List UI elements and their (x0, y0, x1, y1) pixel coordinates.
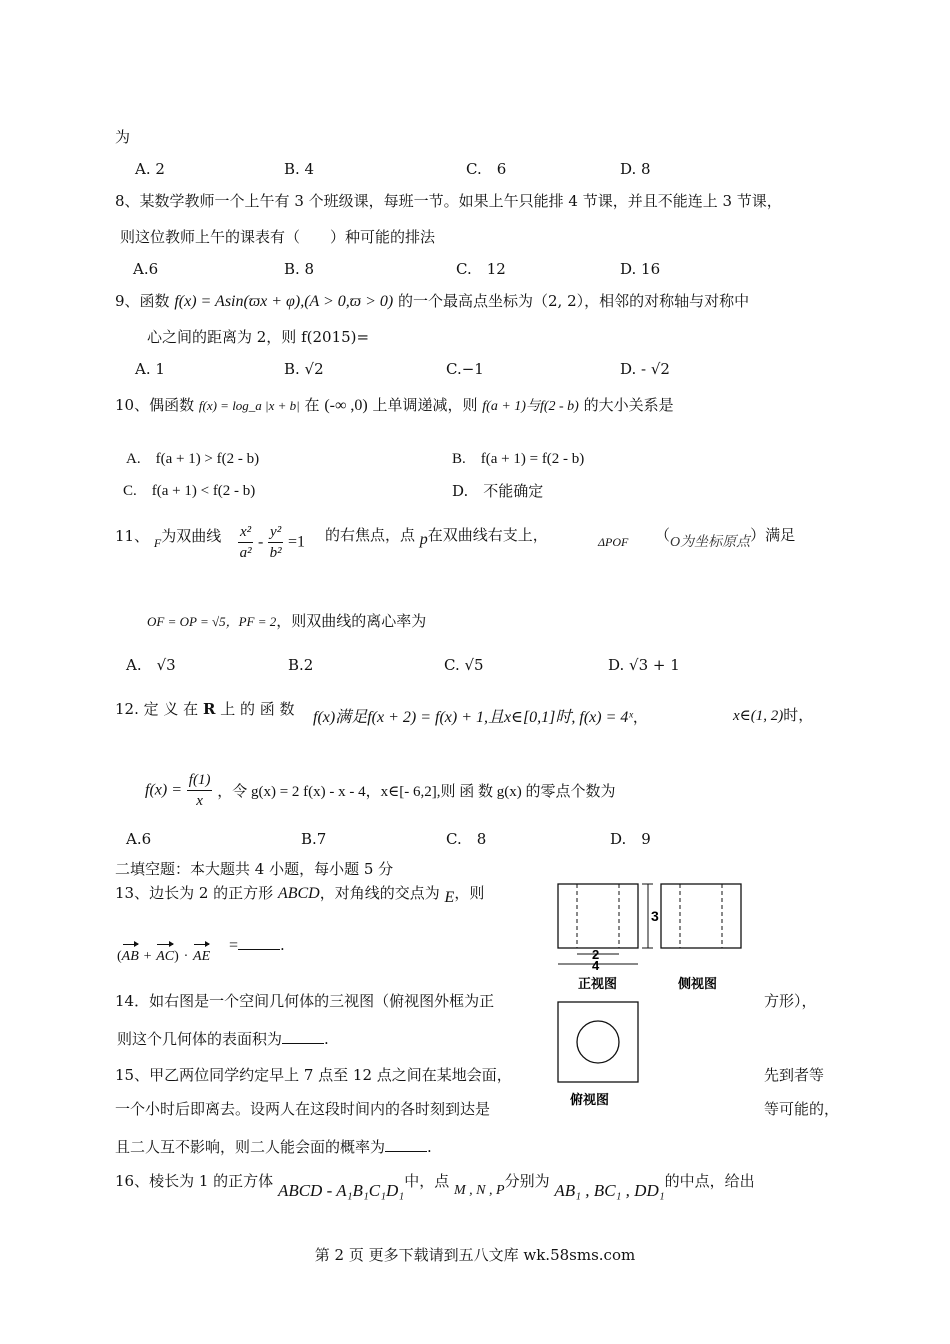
q8-line1: 8、某数学教师一个上午有 3 个班级课，每班一节。如果上午只能排 4 节课，并且不能连上 3 节课， (115, 192, 782, 210)
q12-interval: x∈(1, 2) (733, 708, 784, 724)
three-view-figure (548, 872, 752, 1112)
q12-option-d: D. 9 (610, 830, 651, 848)
q12-fx: f(x) = (145, 781, 182, 799)
q13-e: E (444, 889, 455, 906)
dim4-label: 4 (592, 958, 600, 973)
q10-prefix: 10、偶函数 (115, 396, 195, 414)
q10-interval: (-∞ ,0) (324, 397, 368, 414)
q11-line1-end (598, 530, 628, 553)
q12-frac (187, 770, 213, 811)
q12-frac-den: x (196, 793, 203, 809)
dim2-label: 2 (592, 947, 600, 962)
q13-blank (238, 935, 280, 950)
q12-option-c: C. 8 (446, 830, 487, 848)
q14-text: 则这个几何体的表面积为 (117, 1030, 283, 1048)
q13-vec-ac: AC (156, 946, 174, 968)
q11-option-c: C. √5 (444, 656, 484, 674)
q11-frac-x (238, 522, 253, 563)
q12-interval-line (733, 704, 813, 727)
q9-line1 (115, 290, 749, 313)
q16-edges: AB₁ , BC₁ , DD₁ (554, 1181, 665, 1200)
q10-option-b: B. f(a + 1) = f(2 - b) (452, 451, 585, 467)
q12-sep: ， (632, 708, 648, 726)
q11-p: p (419, 531, 428, 548)
q13-answer (229, 934, 285, 957)
q12-formula: f(x)满足f(x + 2) = f(x) + 1,且x∈[0,1]时, f(x) = 4ˣ (313, 709, 633, 726)
q8-option-d: D. 16 (620, 260, 661, 278)
q10-option-c: C. f(a + 1) < f(2 - b) (123, 483, 256, 499)
q14-line1b: 方形）， (764, 992, 817, 1010)
q11-frac-y-den: b² (269, 545, 282, 561)
q11-t4: （ (655, 526, 671, 544)
q11-paren (655, 524, 795, 548)
q7-option-d: D. 8 (620, 160, 651, 178)
q15-end: . (427, 1138, 432, 1156)
top-view (558, 1002, 638, 1108)
q11-equation (238, 522, 305, 563)
q10-compare: f(a + 1)与f(2 - b) (482, 399, 579, 414)
q16-line (115, 1170, 755, 1200)
q13-line1-b: ，对角线的交点为 (319, 884, 440, 902)
q15-text: 且二人互不影响，则二人能会面的概率为 (115, 1138, 386, 1156)
q10-mid2: 上单调递减，则 (372, 396, 478, 414)
q11-minus: - (257, 533, 264, 551)
q11-frac-x-den: a² (239, 545, 252, 561)
q11-frac-y-num: y² (268, 522, 283, 543)
q10-formula: f(x) = log_a |x + b| (198, 398, 300, 413)
q15-blank (385, 1137, 427, 1152)
q16-d: 的中点，给出 (664, 1172, 755, 1190)
q11-eq1: =1 (287, 533, 306, 551)
q11-line1 (115, 524, 221, 549)
q12-line2 (145, 770, 616, 811)
q9-prefix: 9、函数 (115, 292, 170, 310)
q15-line1a: 15、甲乙两位同学约定早上 7 点至 12 点之间在某地会面， (115, 1066, 512, 1084)
front-view-outline (558, 884, 638, 948)
q12-formula-line (313, 706, 648, 729)
q11-option-a: A. √3 (126, 656, 176, 674)
q12-t2: 时， (783, 706, 814, 724)
q10-mid1: 在 (304, 396, 320, 414)
q11-line2 (147, 610, 426, 633)
q12-line2-text: ，令 g(x) = 2 f(x) - x - 4，x∈[- 6,2],则 函 数 g(x) 的零点个数为 (217, 784, 616, 800)
q11-frac-y (268, 522, 283, 563)
q11-t5: ）满足 (750, 526, 796, 544)
q7-tail: 为 (115, 128, 131, 146)
q12-option-b: B.7 (301, 830, 327, 848)
q10-option-d: D. 不能确定 (452, 482, 544, 500)
q14-line1a: 14．如右图是一个空间几何体的三视图（俯视图外框为正 (115, 992, 495, 1010)
q13-line1-c: ，则 (454, 884, 485, 902)
q8-option-c: C. 12 (456, 260, 506, 278)
q13-line2: (AB + AC) · AE (117, 944, 210, 968)
q9-option-a: A. 1 (135, 360, 165, 378)
q7-option-b: B. 4 (284, 160, 315, 178)
q12-prefix: 12. 定 义 在 (115, 700, 199, 718)
front-view-label: 正视图 (578, 977, 618, 992)
q9-formula: f(x) = Asin(ϖx + φ),(A > 0,ϖ > 0) (174, 293, 394, 310)
q14-end: . (324, 1030, 329, 1048)
q12-frac-num: f(1) (187, 770, 213, 791)
q14-blank (282, 1029, 324, 1044)
page-footer: 第 2 页 更多下载请到五八文库 wk.58sms.com (314, 1246, 636, 1264)
q12-t1: 上 的 函 数 (220, 700, 295, 718)
q11-triangle: ΔPOF (598, 535, 629, 549)
q13-line1 (115, 882, 484, 905)
q9-suffix: 的一个最高点坐标为（2, 2），相邻的对称轴与对称中 (398, 292, 750, 310)
q12-r: R (202, 700, 216, 718)
q9-option-b: B. √2 (284, 360, 324, 378)
dim3-label: 3 (651, 908, 659, 924)
q13-abcd: ABCD (277, 885, 320, 902)
q9-line2: 心之间的距离为 2，则 f(2015)= (147, 328, 370, 346)
q16-cube: ABCD - A₁B₁C₁D₁ (277, 1181, 405, 1200)
q11-frac-x-num: x² (238, 522, 253, 543)
q10-option-a: A. f(a + 1) > f(2 - b) (126, 451, 260, 467)
q15-line3 (115, 1136, 432, 1158)
q15-line2a: 一个小时后即离去。设两人在这段时间内的各时刻到达是 (115, 1100, 491, 1118)
q10-line1 (115, 394, 674, 418)
q7-option-a: A. 2 (135, 160, 165, 178)
front-view (558, 884, 659, 992)
q11-option-b: B.2 (288, 656, 314, 674)
q11-origin: O为坐标原点 (670, 535, 751, 550)
q14-line2 (117, 1028, 329, 1050)
top-view-circle (577, 1021, 619, 1063)
q16-a: 16、棱长为 1 的正方体 (115, 1172, 274, 1190)
q16-c: 分别为 (504, 1172, 550, 1190)
q11-f: F (153, 536, 162, 550)
q11-t6: ，则双曲线的离心率为 (276, 612, 427, 630)
q11-t3: 在双曲线右支上， (427, 526, 548, 544)
q11-t2: 的右焦点，点 (325, 526, 416, 544)
top-view-outline (558, 1002, 638, 1082)
q7-option-c: C. 6 (466, 160, 507, 178)
q13-plus: + (143, 949, 152, 964)
section-fill-in-title: 二填空题：本大题共 4 小题，每小题 5 分 (115, 860, 394, 878)
q11-line1-rest (325, 524, 548, 547)
q11-t1: 为双曲线 (161, 527, 222, 545)
q11-condition: OF = OP = √5，PF = 2 (147, 614, 277, 629)
q15-line2b: 等可能的， (764, 1100, 840, 1118)
q12-option-a: A.6 (126, 830, 152, 848)
q9-option-c: C.−1 (446, 360, 484, 378)
q9-option-d: D. - √2 (620, 360, 670, 378)
q13-vec-ae: AE (193, 946, 210, 968)
top-view-label: 俯视图 (570, 1093, 610, 1108)
q16-b: 中，点 (404, 1172, 450, 1190)
q11-prefix: 11、 (115, 527, 150, 545)
side-view-outline (661, 884, 741, 948)
q13-vec-ab: AB (122, 946, 139, 968)
q13-dot: · (183, 949, 189, 964)
q10-suffix: 的大小关系是 (583, 396, 674, 414)
q16-points: M , N , P (454, 1183, 505, 1198)
q15-line1b: 先到者等 (764, 1066, 825, 1084)
q11-option-d: D. √3 + 1 (608, 656, 680, 674)
q8-option-b: B. 8 (284, 260, 315, 278)
q13-eq: = (229, 937, 239, 954)
side-view-label: 侧视图 (678, 977, 718, 992)
side-view (661, 884, 741, 992)
q8-option-a: A.6 (133, 260, 159, 278)
q13-end: . (280, 936, 285, 954)
q8-line2: 则这位教师上午的课表有（ ）种可能的排法 (120, 228, 436, 246)
q13-line1-a: 13、边长为 2 的正方形 (115, 884, 274, 902)
q12-line1 (115, 698, 295, 720)
